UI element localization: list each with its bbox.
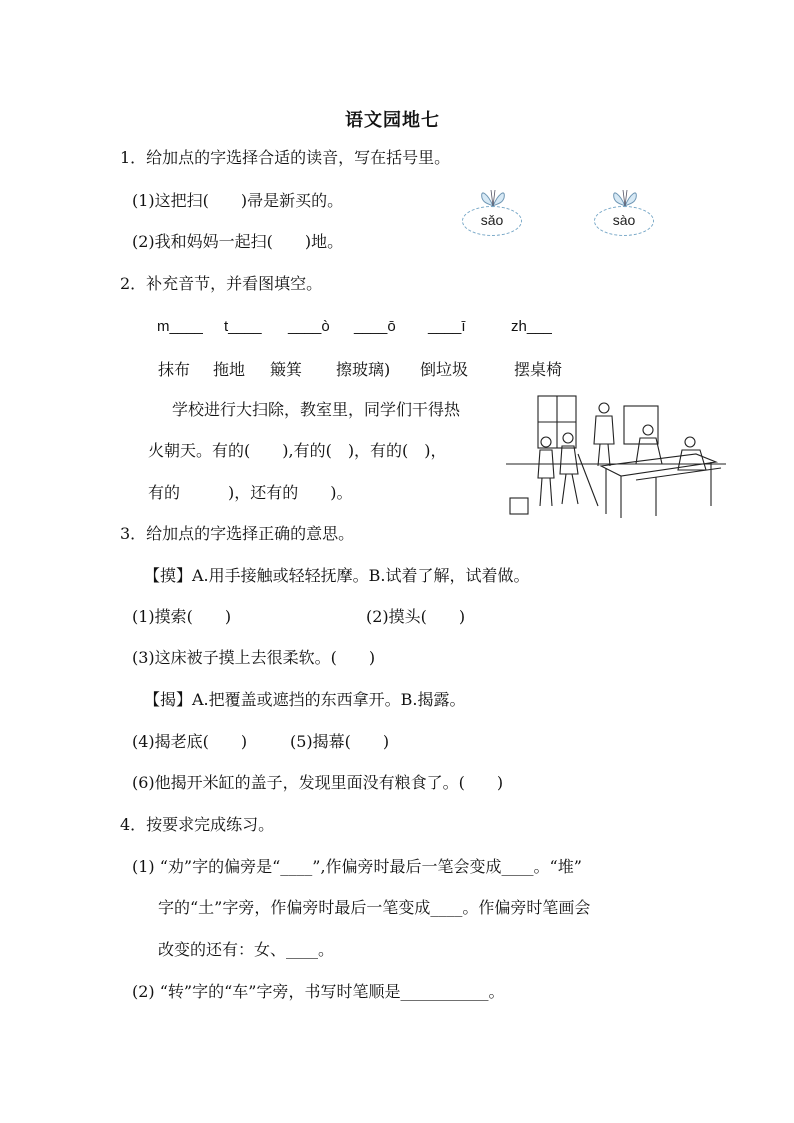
- q3-definition-jie: 【揭】A.把覆盖或遮挡的东西拿开。B.揭露。: [144, 690, 466, 709]
- q3-definition-mo: 【摸】A.用手接触或轻轻抚摩。B.试着了解，试着做。: [144, 566, 530, 585]
- q1-item-1: (1)这把扫( )帚是新买的。: [132, 191, 344, 210]
- q3-item-5: (5)揭幕( ): [290, 732, 390, 751]
- pinyin-option-1-text: sǎo: [480, 212, 504, 228]
- pinyin-blank-4: ____ō: [354, 318, 396, 335]
- q4-stem: 4．按要求完成练习。: [120, 815, 275, 834]
- word-2: 拖地: [213, 360, 246, 379]
- q3-item-3: (3)这床被子摸上去很柔软。( ): [132, 648, 376, 667]
- pinyin-blank-5: ____ī: [428, 318, 466, 335]
- q3-stem: 3．给加点的字选择正确的意思。: [120, 524, 355, 543]
- word-6: 摆桌椅: [514, 360, 563, 379]
- word-3: 簸箕: [270, 360, 303, 379]
- word-1: 抹布: [158, 360, 191, 379]
- pinyin-blank-3: ____ò: [288, 318, 330, 335]
- pinyin-option-2-text: sào: [612, 212, 636, 228]
- q2-paragraph-line-2: 火朝天。有的( ),有的( )，有的( )，: [148, 441, 447, 460]
- q3-item-4: (4)揭老底( ): [132, 732, 248, 751]
- q1-item-2: (2)我和妈妈一起扫( )地。: [132, 232, 344, 251]
- word-5: 倒垃圾: [420, 360, 469, 379]
- classroom-cleaning-illustration: [506, 394, 728, 522]
- q4-part-1-line-1: (1) “劝”字的偏旁是“____”,作偏旁时最后一笔会变成____。“堆”: [132, 857, 582, 876]
- pinyin-option-2: [594, 186, 656, 240]
- q3-item-2: (2)摸头( ): [366, 607, 466, 626]
- pinyin-blank-1: m____: [157, 318, 203, 335]
- pinyin-option-1: [462, 186, 524, 240]
- q4-part-1-line-2: 字的“土”字旁，作偏旁时最后一笔变成____。作偏旁时笔画会: [158, 898, 591, 917]
- q3-item-1: (1)摸索( ): [132, 607, 232, 626]
- q2-paragraph-line-1: 学校进行大扫除，教室里，同学们干得热: [156, 400, 461, 419]
- q4-part-1-line-3: 改变的还有：女、____。: [158, 940, 335, 959]
- page-title: 语文园地七: [345, 110, 440, 131]
- pinyin-blank-6: zh___: [511, 318, 552, 335]
- q2-stem: 2．补充音节，并看图填空。: [120, 274, 323, 293]
- word-4: 擦玻璃): [336, 360, 391, 379]
- q2-paragraph-line-3: 有的 )，还有的 )。: [148, 483, 353, 502]
- butterfly-icon: [610, 186, 640, 208]
- q1-stem: 1．给加点的字选择合适的读音，写在括号里。: [120, 148, 451, 167]
- pinyin-blank-2: t____: [224, 318, 262, 335]
- butterfly-icon: [478, 186, 508, 208]
- q4-part-2: (2) “转”字的“车”字旁，书写时笔顺是___________。: [132, 982, 505, 1001]
- q3-item-6: (6)他揭开米缸的盖子，发现里面没有粮食了。( ): [132, 773, 504, 792]
